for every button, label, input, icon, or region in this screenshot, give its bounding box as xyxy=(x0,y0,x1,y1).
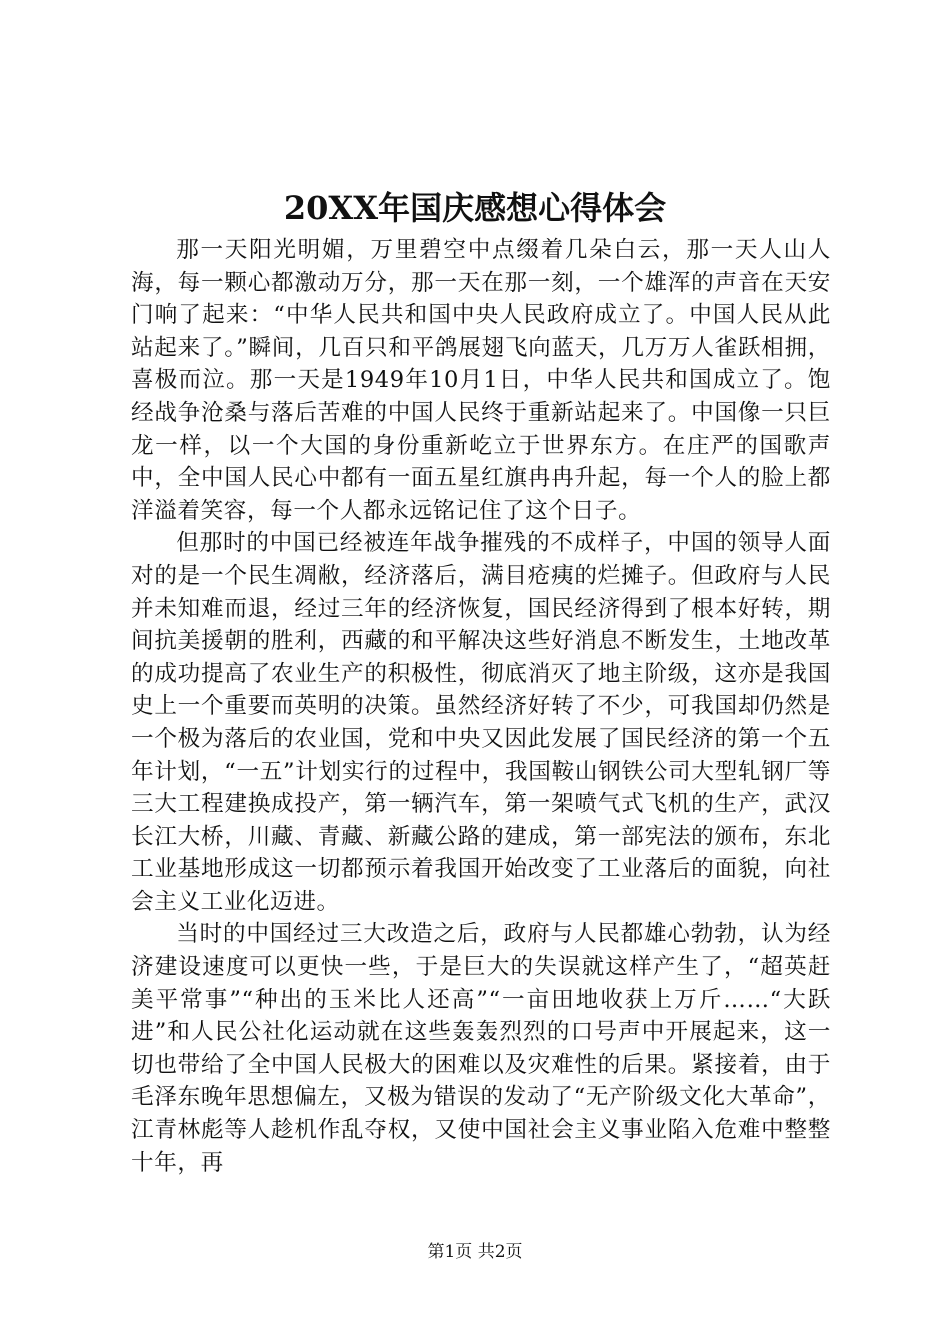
paragraph: 那一天阳光明媚，万里碧空中点缀着几朵白云，那一天人山人海，每一颗心都激动万分，那一天在那一刻，一个雄浑的声音在天安门响了起来：“中华人民共和国中央人民政府成立了。中国人民从此站起来了。”瞬间，几百只和平鸽展翅飞向蓝天，几万万人雀跃相拥，喜极而泣。那一天是1949年10月1日，中华人民共和国成立了。饱经战争沧桑与落后苦难的中国人民终于重新站起来了。中国像一只巨龙一样，以一个大国的身份重新屹立于世界东方。在庄严的国歌声中，全中国人民心中都有一面五星红旗冉冉升起，每一个人的脸上都洋溢着笑容，每一个人都永远铭记住了这个日子。 xyxy=(131,237,831,524)
paragraph: 当时的中国经过三大改造之后，政府与人民都雄心勃勃，认为经济建设速度可以更快一些，于是巨大的失误就这样产生了，“超英赶美平常事”“种出的玉米比人还高”“一亩田地收获上万斤……“大跃进”和人民公社化运动就在这些轰轰烈烈的口号声中开展起来，这一切也带给了全中国人民极大的困难以及灾难性的后果。紧接着，由于毛泽东晚年思想偏左，又极为错误的发动了“无产阶级文化大革命”，江青林彪等人趁机作乱夺权，又使中国社会主义事业陷入危难中整整十年，再 xyxy=(131,921,831,1176)
document-body xyxy=(131,234,831,1179)
page-title: 20XX年国庆感想心得体会 xyxy=(283,189,667,227)
page-footer: 第1页 共2页 xyxy=(427,1242,523,1262)
paragraph: 但那时的中国已经被连年战争摧残的不成样子，中国的领导人面对的是一个民生凋敝，经济落后，满目疮痍的烂摊子。但政府与人民并未知难而退，经过三年的经济恢复，国民经济得到了根本好转，期间抗美援朝的胜利，西藏的和平解决这些好消息不断发生，土地改革的成功提高了农业生产的积极性，彻底消灭了地主阶级，这亦是我国史上一个重要而英明的决策。虽然经济好转了不少，可我国却仍然是一个极为落后的农业国，党和中央又因此发展了国民经济的第一个五年计划，“一五”计划实行的过程中，我国鞍山钢铁公司大型轧钢厂等三大工程建换成投产，第一辆汽车，第一架喷气式飞机的生产，武汉长江大桥，川藏、青藏、新藏公路的建成，第一部宪法的颁布，东北工业基地形成这一切都预示着我国开始改变了工业落后的面貌，向社会主义工业化迈进。 xyxy=(131,530,831,915)
